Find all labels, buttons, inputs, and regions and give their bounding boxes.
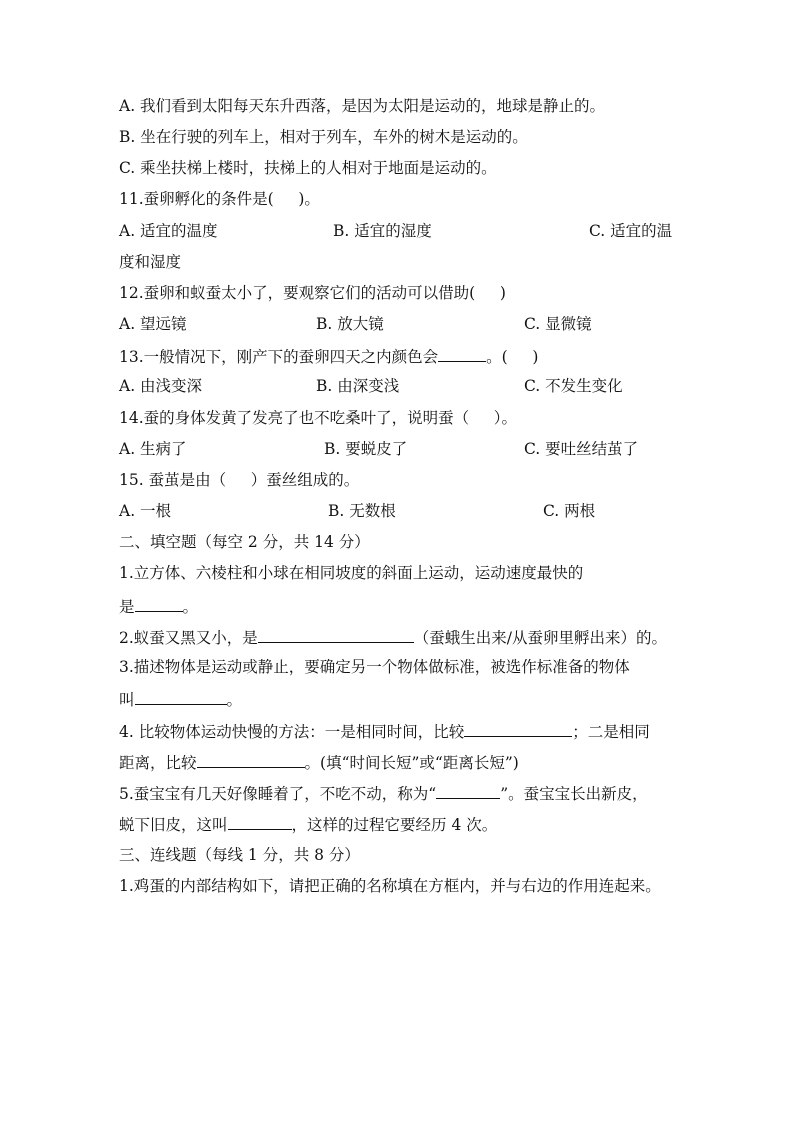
- section-3-heading: 三、连线题（每线 1 分，共 8 分）: [119, 846, 360, 864]
- fill-5-line-1: [119, 782, 648, 804]
- fill-1-line-1: 1.立方体、六棱柱和小球在相同坡度的斜面上运动，运动速度最快的: [119, 564, 584, 582]
- q15-stem: 15. 蚕茧是由（ ）蚕丝组成的。: [119, 471, 360, 489]
- fill-4-suffix-2: 。(填“时间长短”或“距离长短”): [304, 754, 519, 772]
- q12-option-c: C. 显微镜: [524, 315, 592, 333]
- q12-stem: 12.蚕卵和蚁蚕太小了，要观察它们的活动可以借助( ): [119, 284, 506, 302]
- fill-4-blank-2: [197, 751, 305, 768]
- fill-3-line-2: [119, 688, 242, 710]
- section-2-heading: 二、填空题（每空 2 分，共 14 分）: [119, 533, 370, 551]
- q11-option-c-continued: 度和湿度: [119, 253, 182, 271]
- fill-1-line-2: [119, 595, 198, 617]
- q12-option-a: A. 望远镜: [119, 315, 187, 333]
- q10-option-b: B. 坐在行驶的列车上，相对于列车，车外的树木是运动的。: [119, 128, 528, 146]
- q15-option-c: C. 两根: [543, 502, 596, 520]
- q14-stem: 14.蚕的身体发黄了发亮了也不吃桑叶了，说明蚕（ ）。: [119, 409, 518, 427]
- q13-stem: [119, 345, 538, 367]
- fill-4-blank-1: [464, 720, 572, 737]
- q13-stem-suffix: 。( ): [486, 348, 539, 366]
- q11-option-b: B. 适宜的湿度: [333, 222, 432, 240]
- q11-stem: 11.蚕卵孵化的条件是( )。: [119, 190, 320, 208]
- q12-option-b: B. 放大镜: [316, 315, 384, 333]
- fill-5-suffix-2: ，这样的过程它要经历 4 次。: [291, 816, 498, 834]
- fill-4-line-1: [119, 720, 650, 742]
- q14-option-a: A. 生病了: [119, 440, 187, 458]
- q13-stem-text: 13.一般情况下，刚产下的蚕卵四天之内颜色会: [119, 348, 439, 366]
- fill-1-suffix: 。: [182, 598, 199, 616]
- connect-1-instruction: 1.鸡蛋的内部结构如下，请把正确的名称填在方框内，并与右边的作用连起来。: [119, 877, 661, 895]
- fill-5-line-2: [119, 813, 497, 835]
- fill-2: [119, 626, 667, 648]
- fill-3-suffix: 。: [226, 691, 243, 709]
- fill-4-suffix-1: ；二是相同: [572, 723, 650, 741]
- fill-1-prefix: 是: [119, 598, 135, 616]
- fill-4-prefix-1: 4. 比较物体运动快慢的方法：一是相同时间，比较: [119, 723, 465, 741]
- fill-5-prefix-2: 蜕下旧皮，这叫: [119, 816, 228, 834]
- fill-2-blank: [258, 626, 414, 643]
- fill-3-line-1: 3.描述物体是运动或静止，要确定另一个物体做标准，被选作标准备的物体: [119, 658, 630, 676]
- fill-4-line-2: [119, 751, 519, 773]
- q15-option-a: A. 一根: [119, 502, 172, 520]
- fill-4-prefix-2: 距离，比较: [119, 754, 197, 772]
- fill-5-prefix-1: 5.蚕宝宝有几天好像睡着了，不吃不动，称为“: [119, 785, 437, 803]
- q10-option-c: C. 乘坐扶梯上楼时，扶梯上的人相对于地面是运动的。: [119, 159, 497, 177]
- fill-3-prefix: 叫: [119, 691, 135, 709]
- fill-1-blank: [135, 595, 183, 612]
- q14-option-b: B. 要蜕皮了: [324, 440, 408, 458]
- q13-blank: [438, 345, 486, 362]
- q11-option-c: C. 适宜的温: [589, 222, 673, 240]
- q13-option-c: C. 不发生变化: [524, 377, 623, 395]
- q11-option-a: A. 适宜的温度: [119, 222, 218, 240]
- fill-2-prefix: 2.蚁蚕又黑又小，是: [119, 629, 258, 647]
- q10-option-a: A. 我们看到太阳每天东升西落，是因为太阳是运动的，地球是静止的。: [119, 97, 606, 115]
- q15-option-b: B. 无数根: [328, 502, 396, 520]
- q13-option-b: B. 由深变浅: [316, 377, 400, 395]
- fill-5-blank-1: [436, 782, 500, 799]
- fill-5-blank-2: [228, 813, 292, 830]
- fill-2-suffix: （蚕蛾生出来/从蚕卵里孵出来）的。: [413, 629, 668, 647]
- fill-3-blank: [135, 688, 227, 705]
- q14-option-c: C. 要吐丝结茧了: [524, 440, 639, 458]
- q13-option-a: A. 由浅变深: [119, 377, 203, 395]
- fill-5-suffix-1: ”。蚕宝宝长出新皮，: [500, 785, 648, 803]
